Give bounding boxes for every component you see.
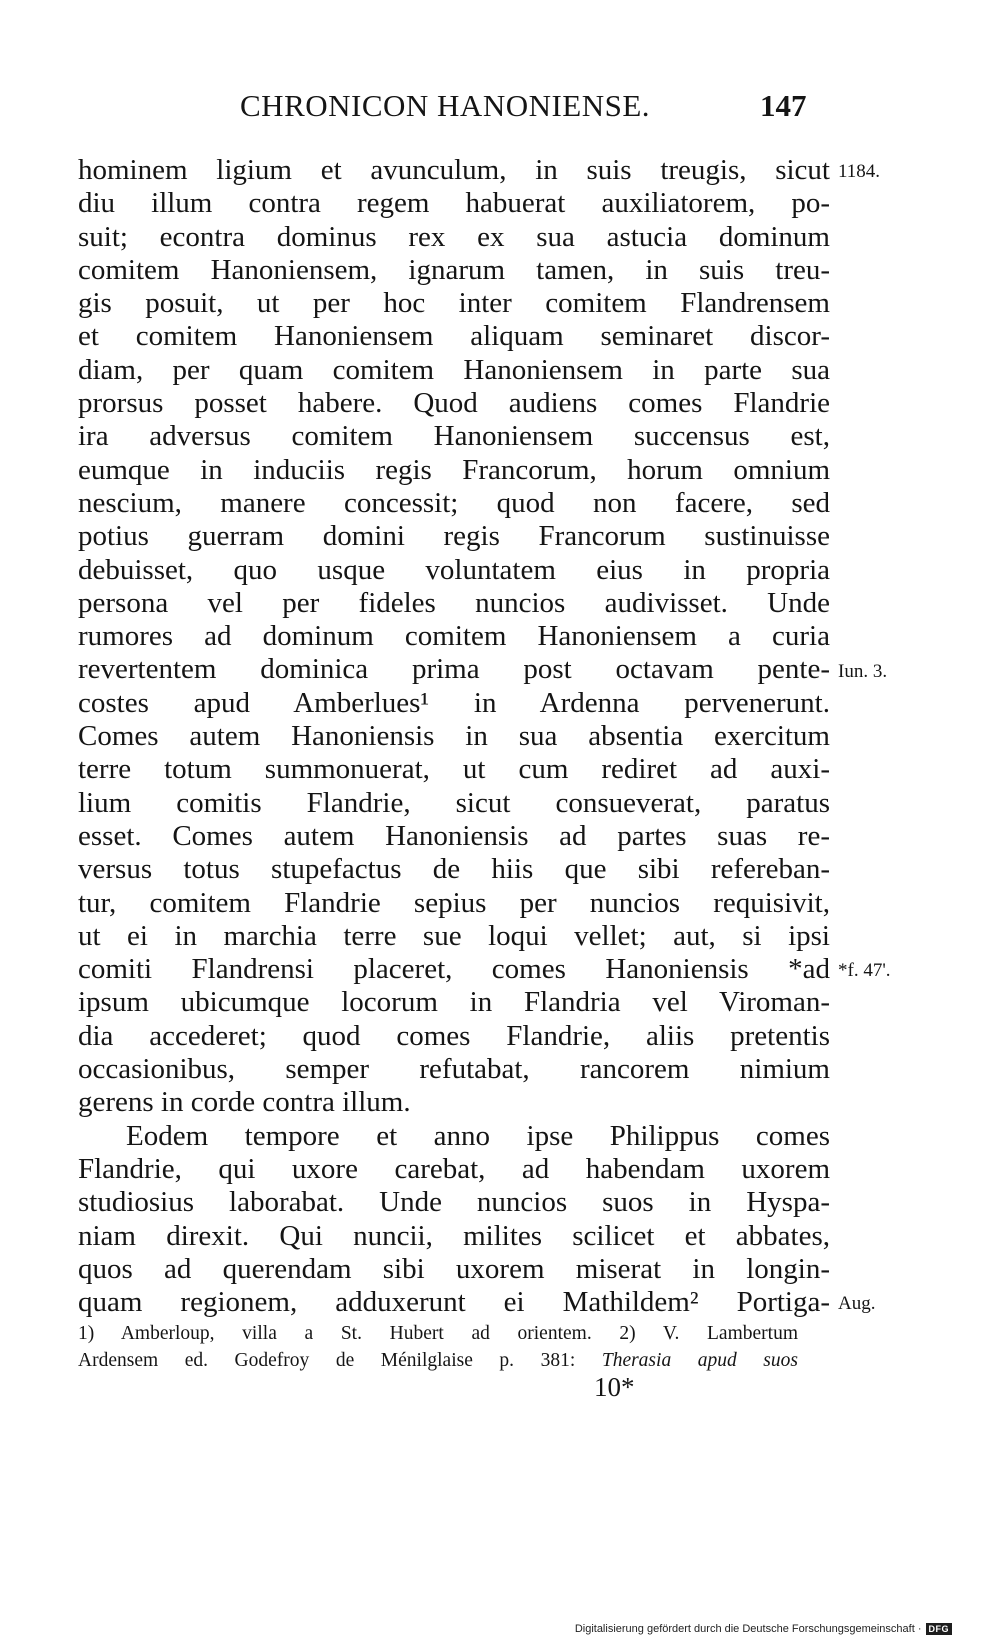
text-line: comiti Flandrensi placeret, comes Hanoniensis *ad [78, 953, 830, 986]
text-line: gis posuit, ut per hoc inter comitem Flandrensem [78, 287, 830, 320]
text-line: hominem ligium et avunculum, in suis treugis, sicut [78, 154, 830, 186]
text-line: lium comitis Flandrie, sicut consueverat, paratus [78, 786, 830, 819]
text-line: diu illum contra regem habuerat auxiliatorem, po- [78, 187, 830, 220]
text-line: suit; econtra dominus rex ex sua astucia dominum [78, 220, 830, 253]
text-line: gerens in corde contra illum. [78, 1086, 411, 1119]
margin-note: *f. 47'. [838, 960, 891, 982]
text-line: ut ei in marchia terre sue loqui vellet; aut, si ipsi [78, 919, 830, 952]
text-line: et comitem Hanoniensem aliquam seminaret discor- [78, 320, 830, 353]
footnote-italic-text: Therasia apud suos [601, 1350, 798, 1371]
text-line: rumores ad dominum comitem Hanoniensem a curia [78, 620, 830, 653]
text-line: Flandrie, qui uxore carebat, ad habendam uxorem [78, 1152, 830, 1185]
text-line: quam regionem, adduxerunt ei Mathildem² Portiga- [78, 1286, 830, 1319]
text-line: terre totum summonuerat, ut cum rediret ad auxi- [78, 753, 830, 786]
text-line: niam direxit. Qui nuncii, milites scilicet et abbates, [78, 1219, 830, 1252]
text-line: ira adversus comitem Hanoniensem succensus est, [78, 420, 830, 453]
text-line: esset. Comes autem Hanoniensis ad partes suas re- [78, 819, 830, 852]
margin-note: Iun. 3. [838, 660, 888, 682]
margin-note: Aug. [838, 1293, 876, 1315]
signature-mark: 10* [594, 1372, 635, 1402]
text-line: Comes autem Hanoniensis in sua absentia exercitum [78, 720, 830, 753]
footnote-text: Ardensem ed. Godefroy de Ménilglaise p. 381: [78, 1350, 576, 1371]
credit-text: Digitalisierung gefördert durch die Deutsche Forschungsgemeinschaft · [574, 1623, 922, 1635]
text-line: studiosius laborabat. Unde nuncios suos in Hyspa- [78, 1186, 830, 1219]
text-line: potius guerram domini regis Francorum sustinuisse [78, 520, 830, 553]
page-header [230, 84, 830, 128]
text-line: tur, comitem Flandrie sepius per nuncios requisivit, [78, 886, 830, 919]
text-line: diam, per quam comitem Hanoniensem in parte sua [78, 353, 830, 386]
text-line: revertentem dominica prima post octavam pente- [78, 653, 830, 686]
running-title: CHRONICON HANONIENSE. [240, 88, 651, 123]
footnote-line [78, 1347, 798, 1374]
text-line: versus totus stupefactus de hiis que sibi refereban- [78, 853, 830, 886]
text-line: nescium, manere concessit; quod non facere, sed [78, 486, 830, 519]
digitization-credit [575, 1623, 952, 1635]
main-text [78, 154, 830, 1319]
text-line: debuisset, quo usque voluntatem eius in propria [78, 553, 830, 586]
dfg-logo-icon: DFG [926, 1623, 953, 1635]
text-line: persona vel per fideles nuncios audivisset. Unde [78, 586, 830, 619]
text-line: occasionibus, semper refutabat, rancorem nimium [78, 1053, 830, 1086]
footnotes [78, 1320, 798, 1374]
text-line: prorsus posset habere. Quod audiens comes Flandrie [78, 387, 830, 420]
text-line: comitem Hanoniensem, ignarum tamen, in suis treu- [78, 253, 830, 286]
text-line: costes apud Amberlues¹ in Ardenna pervenerunt. [78, 686, 830, 719]
text-line: eumque in induciis regis Francorum, horum omnium [78, 453, 830, 486]
footnote-line: 1) Amberloup, villa a St. Hubert ad orientem. 2) V. Lambertum [78, 1323, 798, 1344]
page-number: 147 [760, 88, 807, 123]
text-line: ipsum ubicumque locorum in Flandria vel Viroman- [78, 986, 830, 1019]
margin-note: 1184. [838, 161, 881, 182]
text-line: Eodem tempore et anno ipse Philippus comes [126, 1119, 830, 1152]
text-line: dia accederet; quod comes Flandrie, aliis pretentis [78, 1019, 830, 1052]
text-line: quos ad querendam sibi uxorem miserat in longin- [78, 1252, 830, 1285]
